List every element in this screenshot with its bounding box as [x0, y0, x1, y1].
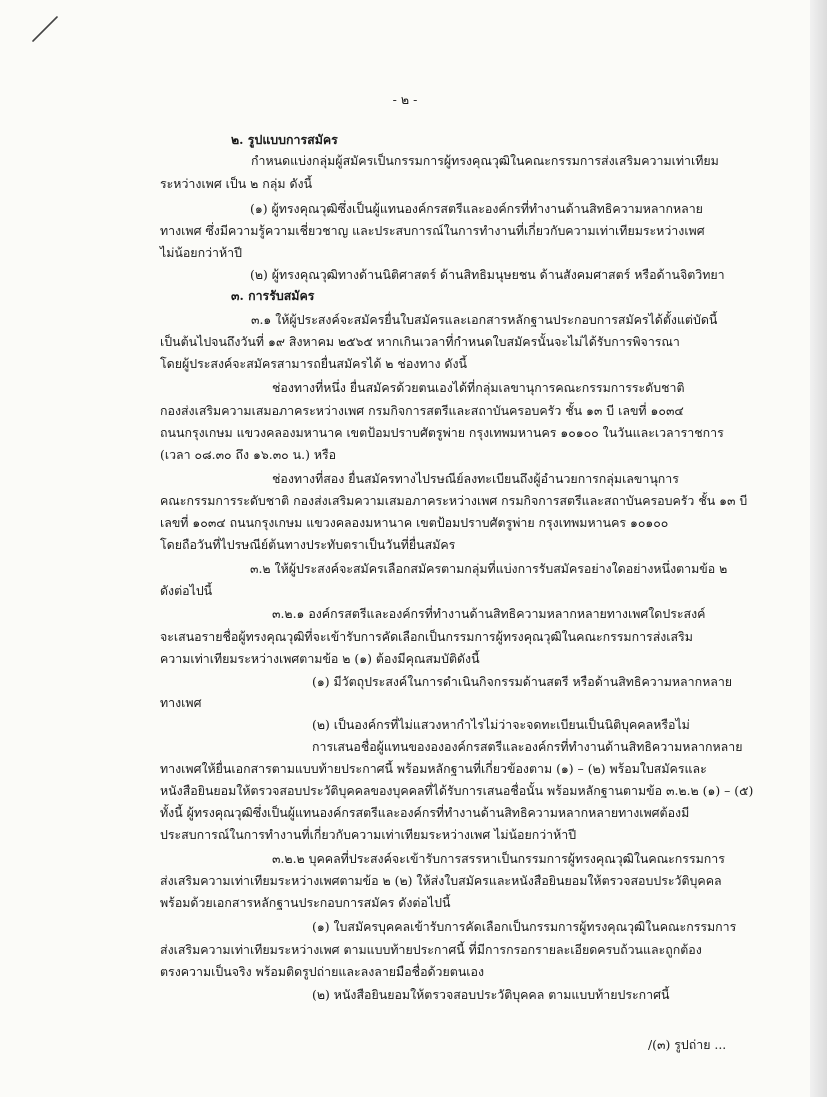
paragraph-line: ไม่น้อยกว่าห้าปี	[160, 245, 242, 260]
paragraph-line: ตรงความเป็นจริง พร้อมติดรูปถ่ายและลงลายมือชื่อด้วยตนเอง	[160, 964, 485, 979]
paragraph-line: (๒) เป็นองค์กรที่ไม่แสวงหากำไรไม่ว่าจะจดทะเบียนเป็นนิติบุคคลหรือไม่	[312, 717, 690, 732]
section-heading-3: ๓. การรับสมัคร	[231, 288, 315, 303]
paragraph-line: ส่งเสริมความเท่าเทียมระหว่างเพศ ตามแบบท้ายประกาศนี้ ที่มีการกรอกรายละเอียดครบถ้วนและถูกต้อง	[160, 942, 702, 957]
paragraph-line: ทางเพศให้ยื่นเอกสารตามแบบท้ายประกาศนี้ พร้อมหลักฐานที่เกี่ยวข้องตาม (๑) – (๒) พร้อมใบสมัครและ	[160, 761, 707, 776]
paragraph-line: พร้อมด้วยเอกสารหลักฐานประกอบการสมัคร ดังต่อไปนี้	[160, 895, 451, 910]
paragraph-line: (๒) ผู้ทรงคุณวุฒิทางด้านนิติศาสตร์ ด้านสิทธิมนุษยชน ด้านสังคมศาสตร์ หรือด้านจิตวิทยา	[250, 267, 725, 282]
paragraph-line: ๓.๒.๑ องค์กรสตรีและองค์กรที่ทำงานด้านสิทธิความหลากหลายทางเพศใดประสงค์	[272, 606, 706, 621]
page-edge	[810, 0, 827, 1097]
section-heading-2: ๒. รูปแบบการสมัคร	[231, 132, 338, 147]
paragraph-line: (๑) ใบสมัครบุคคลเข้ารับการคัดเลือกเป็นกรรมการผู้ทรงคุณวุฒิในคณะกรรมการ	[312, 919, 737, 934]
continuation-footer: /(๓) รูปถ่าย ...	[648, 1037, 727, 1052]
paragraph-line: (เวลา ๐๘.๓๐ ถึง ๑๖.๓๐ น.) หรือ	[160, 447, 337, 462]
paragraph-line: คณะกรรมการระดับชาติ กองส่งเสริมความเสมอภาคระหว่างเพศ กรมกิจการสตรีและสถาบันครอบครัว ชั้น ๑๓ บี	[160, 493, 748, 508]
paragraph-line: ช่องทางที่สอง ยื่นสมัครทางไปรษณีย์ลงทะเบียนถึงผู้อำนวยการกลุ่มเลขานุการ	[272, 471, 679, 486]
paragraph-line: ๓.๒ ให้ผู้ประสงค์จะสมัครเลือกสมัครตามกลุ่มที่แบ่งการรับสมัครอย่างใดอย่างหนึ่งตามข้อ ๒	[250, 561, 728, 576]
paragraph-line: ประสบการณ์ในการทำงานที่เกี่ยวกับความเท่าเทียมระหว่างเพศ ไม่น้อยกว่าห้าปี	[160, 827, 577, 842]
paragraph-line: (๑) ผู้ทรงคุณวุฒิซึ่งเป็นผู้แทนองค์กรสตรีและองค์กรที่ทำงานด้านสิทธิความหลากหลาย	[250, 201, 703, 216]
paragraph-line: การเสนอชื่อผู้แทนของององค์กรสตรีและองค์กรที่ทำงานด้านสิทธิความหลากหลาย	[312, 739, 743, 754]
paragraph-line: ระหว่างเพศ เป็น ๒ กลุ่ม ดังนี้	[160, 176, 313, 191]
paragraph-line: ความเท่าเทียมระหว่างเพศตามข้อ ๒ (๑) ต้องมีคุณสมบัติดังนี้	[160, 651, 480, 666]
paragraph-line: ถนนกรุงเกษม แขวงคลองมหานาค เขตป้อมปราบศัตรูพ่าย กรุงเทพมหานคร ๑๐๑๐๐ ในวันและเวลาราชการ	[160, 425, 724, 440]
paragraph-line: กำหนดแบ่งกลุ่มผู้สมัครเป็นกรรมการผู้ทรงคุณวุฒิในคณะกรรมการส่งเสริมความเท่าเทียม	[251, 153, 719, 168]
paragraph-line: (๒) หนังสือยินยอมให้ตรวจสอบประวัติบุคคล ตามแบบท้ายประกาศนี้	[312, 987, 670, 1002]
paragraph-line: โดยถือวันที่ไปรษณีย์ต้นทางประทับตราเป็นวันที่ยื่นสมัคร	[160, 537, 456, 552]
paragraph-line: เป็นต้นไปจนถึงวันที่ ๑๙ สิงหาคม ๒๕๖๕ หากเกินเวลาที่กำหนดใบสมัครนั้นจะไม่ได้รับการพิจารณา	[160, 334, 680, 349]
paragraph-line: ทางเพศ ซึ่งมีความรู้ความเชี่ยวชาญ และประสบการณ์ในการทำงานที่เกี่ยวกับความเท่าเทียมระหว่างเพศ	[160, 223, 705, 238]
paragraph-line: หนังสือยินยอมให้ตรวจสอบประวัติบุคคลของบุคคลที่ได้รับการเสนอชื่อนั้น พร้อมหลักฐานตามข้อ ๓.๒.๒ (๑) – (๕)	[160, 783, 754, 798]
paragraph-line: ทั้งนี้ ผู้ทรงคุณวุฒิซึ่งเป็นผู้แทนองค์กรสตรีและองค์กรที่ทำงานด้านสิทธิความหลากหลายทางเพศต้องมี	[160, 805, 690, 820]
paragraph-line: (๑) มีวัตถุประสงค์ในการดำเนินกิจกรรมด้านสตรี หรือด้านสิทธิความหลากหลาย	[312, 674, 733, 689]
paragraph-line: ๓.๑ ให้ผู้ประสงค์จะสมัครยื่นใบสมัครและเอกสารหลักฐานประกอบการสมัครได้ตั้งแต่บัดนี้	[251, 312, 718, 327]
paragraph-line: ช่องทางที่หนึ่ง ยื่นสมัครด้วยตนเองได้ที่กลุ่มเลขานุการคณะกรรมการระดับชาติ	[272, 380, 685, 395]
pen-stroke-mark	[30, 14, 60, 44]
paragraph-line: กองส่งเสริมความเสมอภาคระหว่างเพศ กรมกิจการสตรีและสถาบันครอบครัว ชั้น ๑๓ บี เลขที่ ๑๐๓๔	[160, 403, 684, 418]
paragraph-line: ส่งเสริมความเท่าเทียมระหว่างเพศตามข้อ ๒ (๒) ให้ส่งใบสมัครและหนังสือยินยอมให้ตรวจสอบประวัติบุคคล	[160, 873, 722, 888]
page-number: - ๒ -	[392, 92, 418, 107]
paragraph-line: ดังต่อไปนี้	[160, 583, 213, 598]
paragraph-line: ทางเพศ	[160, 695, 202, 710]
paragraph-line: จะเสนอรายชื่อผู้ทรงคุณวุฒิที่จะเข้ารับการคัดเลือกเป็นกรรมการผู้ทรงคุณวุฒิในคณะกรรมการส่งเสริม	[160, 629, 693, 644]
paragraph-line: เลขที่ ๑๐๓๔ ถนนกรุงเกษม แขวงคลองมหานาค เขตป้อมปราบศัตรูพ่าย กรุงเทพมหานคร ๑๐๑๐๐	[160, 515, 669, 530]
paragraph-line: ๓.๒.๒ บุคคลที่ประสงค์จะเข้ารับการสรรหาเป็นกรรมการผู้ทรงคุณวุฒิในคณะกรรมการ	[272, 851, 725, 866]
paragraph-line: โดยผู้ประสงค์จะสมัครสามารถยื่นสมัครได้ ๒ ช่องทาง ดังนี้	[160, 356, 468, 371]
